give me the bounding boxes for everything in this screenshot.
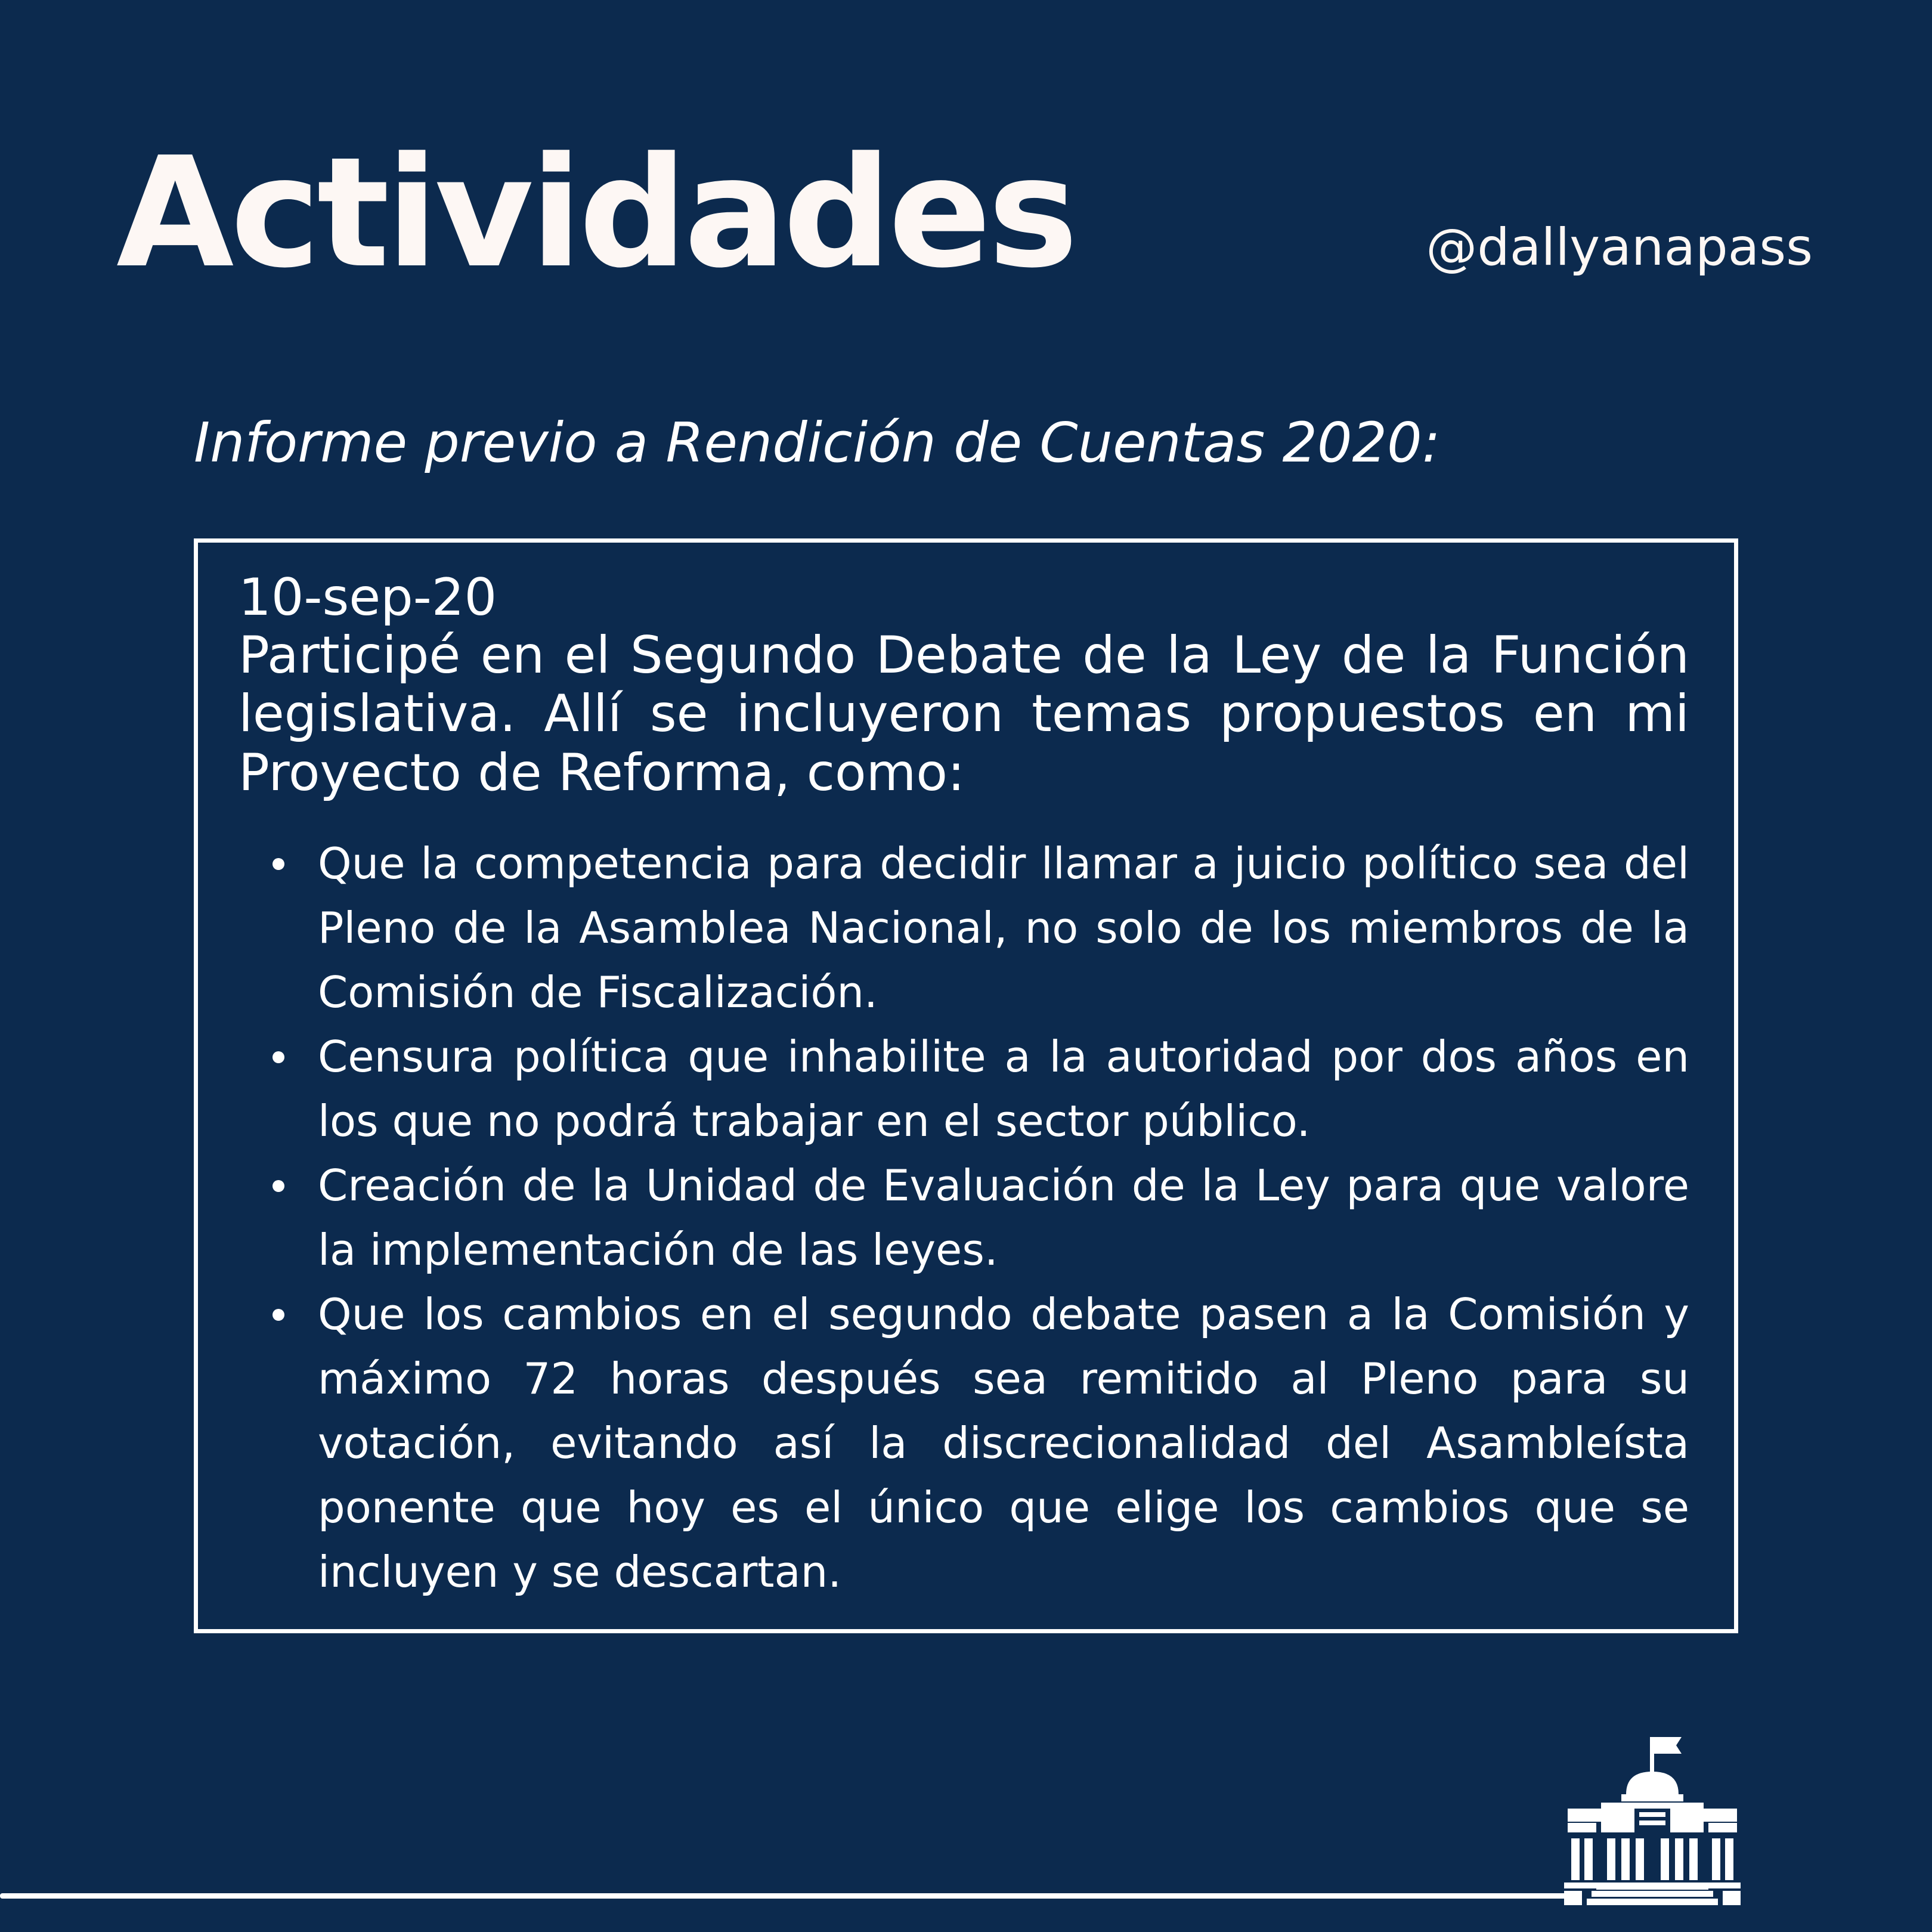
social-handle: @dallyanapass [1426,218,1813,277]
bullet-icon [273,1051,284,1063]
report-subtitle: Informe previo a Rendición de Cuentas 2020: [194,411,1441,475]
list-item [239,1024,1689,1153]
point-text: Que la competencia para decidir llamar a juicio político sea del Pleno de la Asamblea Nacional, no solo de los miembros de la Comisión de Fiscalización. [318,838,1689,1018]
bullet-icon [273,1180,284,1192]
point-text: Que los cambios en el segundo debate pasen a la Comisión y máximo 72 horas después sea remitido al Pleno para su votación, evitando así la discrecionalidad del Asambleísta ponente que hoy es el único que elige los cambios que se incluyen y se descartan. [318,1289,1689,1597]
list-item [239,831,1689,1024]
point-text: Creación de la Unidad de Evaluación de la Ley para que valore la implementación de las leyes. [318,1160,1689,1275]
activity-points-list [239,831,1689,1604]
activity-intro: Participé en el Segundo Debate de la Ley de la Función legislativa. Allí se incluyeron temas propuestos en mi Proyecto de Reforma, como: [239,625,1689,803]
bullet-icon [273,1309,284,1321]
footer-divider [0,1893,1574,1899]
list-item [239,1153,1689,1282]
list-item [239,1282,1689,1604]
point-text: Censura política que inhabilite a la autoridad por dos años en los que no podrá trabajar en el sector público. [318,1032,1689,1147]
bullet-icon [273,858,284,870]
activity-box [194,538,1738,1633]
government-building-icon [1559,1732,1745,1905]
page-title: Actividades [116,125,1075,302]
activity-date: 10-sep-20 [239,568,497,627]
